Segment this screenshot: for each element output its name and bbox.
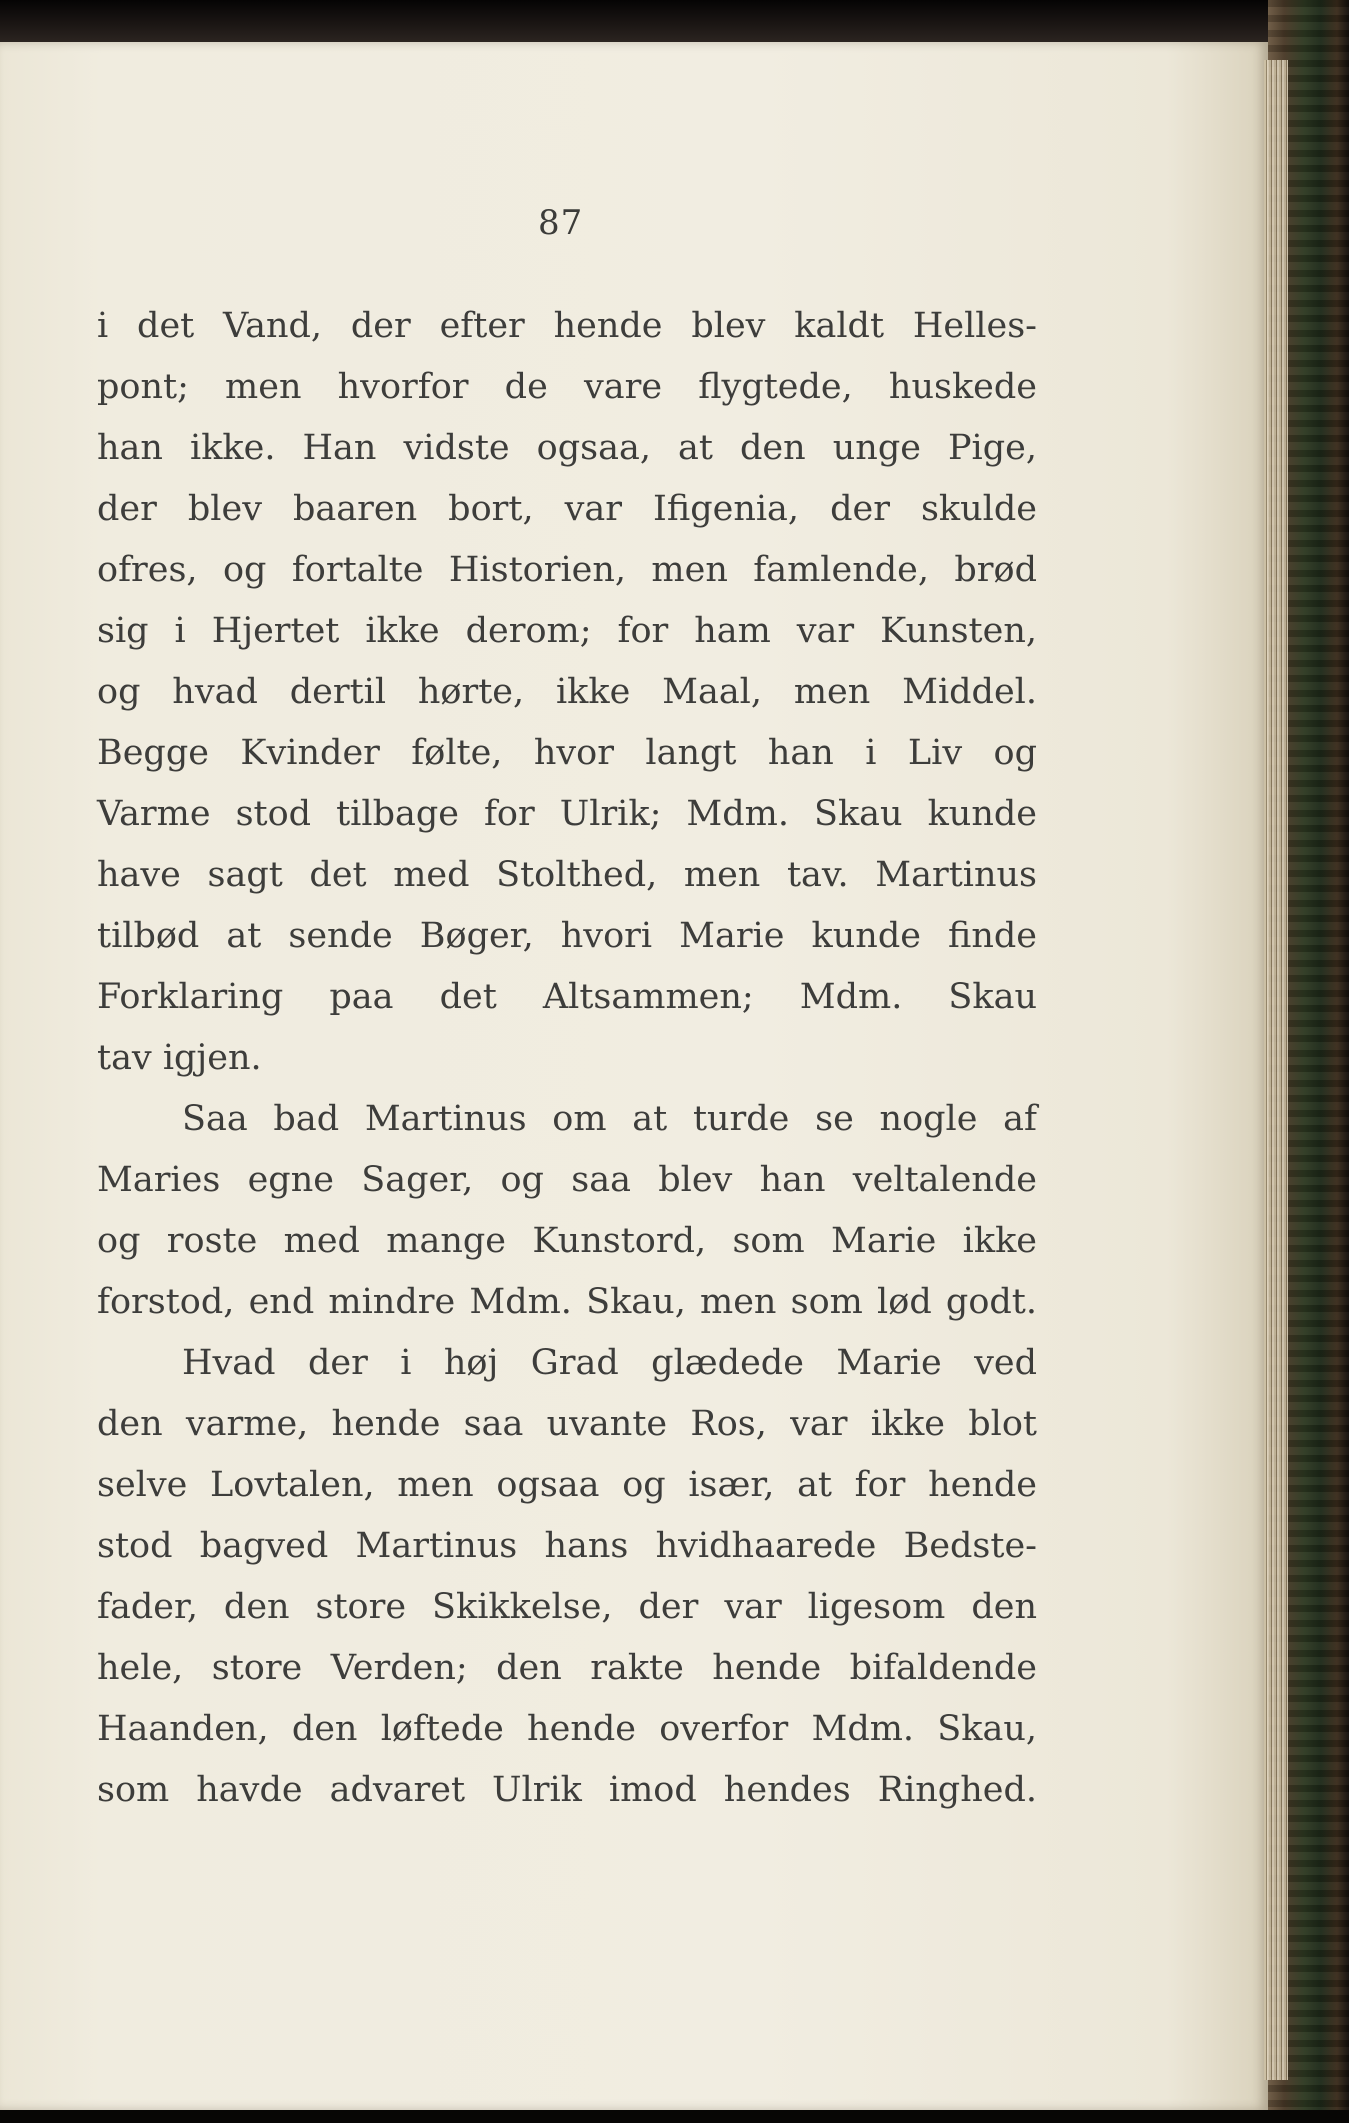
text-line: og roste med mange Kunstord, som Marie ikke <box>97 1221 1037 1261</box>
text-line: og hvad dertil hørte, ikke Maal, men Middel. <box>97 672 1037 712</box>
text-line: den varme, hende saa uvante Ros, var ikke blot <box>97 1404 1037 1444</box>
bottom-edge <box>0 2110 1349 2123</box>
text-line: sig i Hjertet ikke derom; for ham var Kunsten, <box>97 611 1037 651</box>
text-line: i det Vand, der efter hende blev kaldt Helles- <box>97 306 1037 346</box>
text-line: ofres, og fortalte Historien, men famlende, brød <box>97 550 1037 590</box>
text-line: der blev baaren bort, var Ifigenia, der skulde <box>97 489 1037 529</box>
text-line: Forklaring paa det Altsammen; Mdm. Skau <box>97 977 1037 1017</box>
text-line: hele, store Verden; den rakte hende bifaldende <box>97 1648 1037 1688</box>
text-line: han ikke. Han vidste ogsaa, at den unge Pige, <box>97 428 1037 468</box>
text-line: fader, den store Skikkelse, der var ligesom den <box>97 1587 1037 1627</box>
text-line: have sagt det med Stolthed, men tav. Martinus <box>97 855 1037 895</box>
text-line: selve Lovtalen, men ogsaa og især, at for hende <box>97 1465 1037 1505</box>
text-line: Varme stod tilbage for Ulrik; Mdm. Skau kunde <box>97 794 1037 834</box>
text-line: Haanden, den løftede hende overfor Mdm. Skau, <box>97 1709 1037 1749</box>
page-edges <box>1264 60 1288 2080</box>
text-line: stod bagved Martinus hans hvidhaarede Bedste- <box>97 1526 1037 1566</box>
text-line: som havde advaret Ulrik imod hendes Ringhed. <box>97 1770 1037 1810</box>
page-number: 87 <box>538 203 584 243</box>
text-line: Maries egne Sager, og saa blev han veltalende <box>97 1160 1037 1200</box>
text-line: pont; men hvorfor de vare flygtede, huskede <box>97 367 1037 407</box>
text-line: forstod, end mindre Mdm. Skau, men som lød godt. <box>97 1282 1037 1322</box>
text-line: Begge Kvinder følte, hvor langt han i Liv og <box>97 733 1037 773</box>
top-edge <box>0 0 1349 42</box>
text-line: Saa bad Martinus om at turde se nogle af <box>182 1099 1037 1139</box>
text-line: tav igjen. <box>97 1038 262 1078</box>
text-line: tilbød at sende Bøger, hvori Marie kunde finde <box>97 916 1037 956</box>
text-line: Hvad der i høj Grad glædede Marie ved <box>182 1343 1037 1383</box>
body-text <box>97 296 1037 1821</box>
